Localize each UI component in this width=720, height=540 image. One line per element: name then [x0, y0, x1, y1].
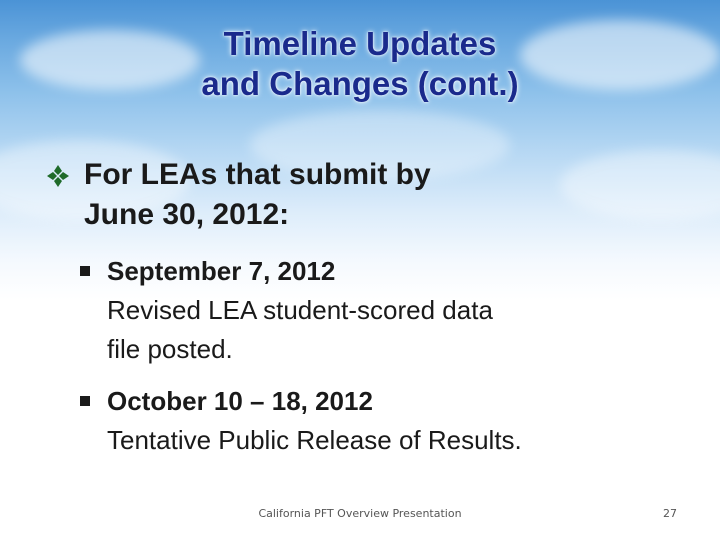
square-bullet-icon [80, 266, 90, 276]
slide-footer: California PFT Overview Presentation [258, 507, 462, 520]
sub-bullet [80, 252, 680, 369]
title-line-1: Timeline Updates [223, 25, 497, 62]
diamond-bullet-icon [46, 164, 70, 188]
sub-bullet-date: September 7, 2012 [107, 256, 336, 286]
main-bullet-line-1: For LEAs that submit by [84, 158, 431, 191]
slide-title [0, 24, 720, 104]
sub-bullet-text: Tentative Public Release of Results. [107, 425, 522, 455]
sub-bullet [80, 382, 680, 460]
main-bullet-line-2: June 30, 2012: [84, 198, 290, 231]
sub-bullet-date: October 10 – 18, 2012 [107, 386, 373, 416]
sub-bullet-text: Revised LEA student-scored data [107, 295, 493, 325]
sub-bullet-text: file posted. [107, 334, 233, 364]
page-number: 27 [663, 507, 677, 520]
square-bullet-icon [80, 396, 90, 406]
main-bullet [46, 155, 666, 235]
title-line-2: and Changes (cont.) [201, 65, 519, 102]
